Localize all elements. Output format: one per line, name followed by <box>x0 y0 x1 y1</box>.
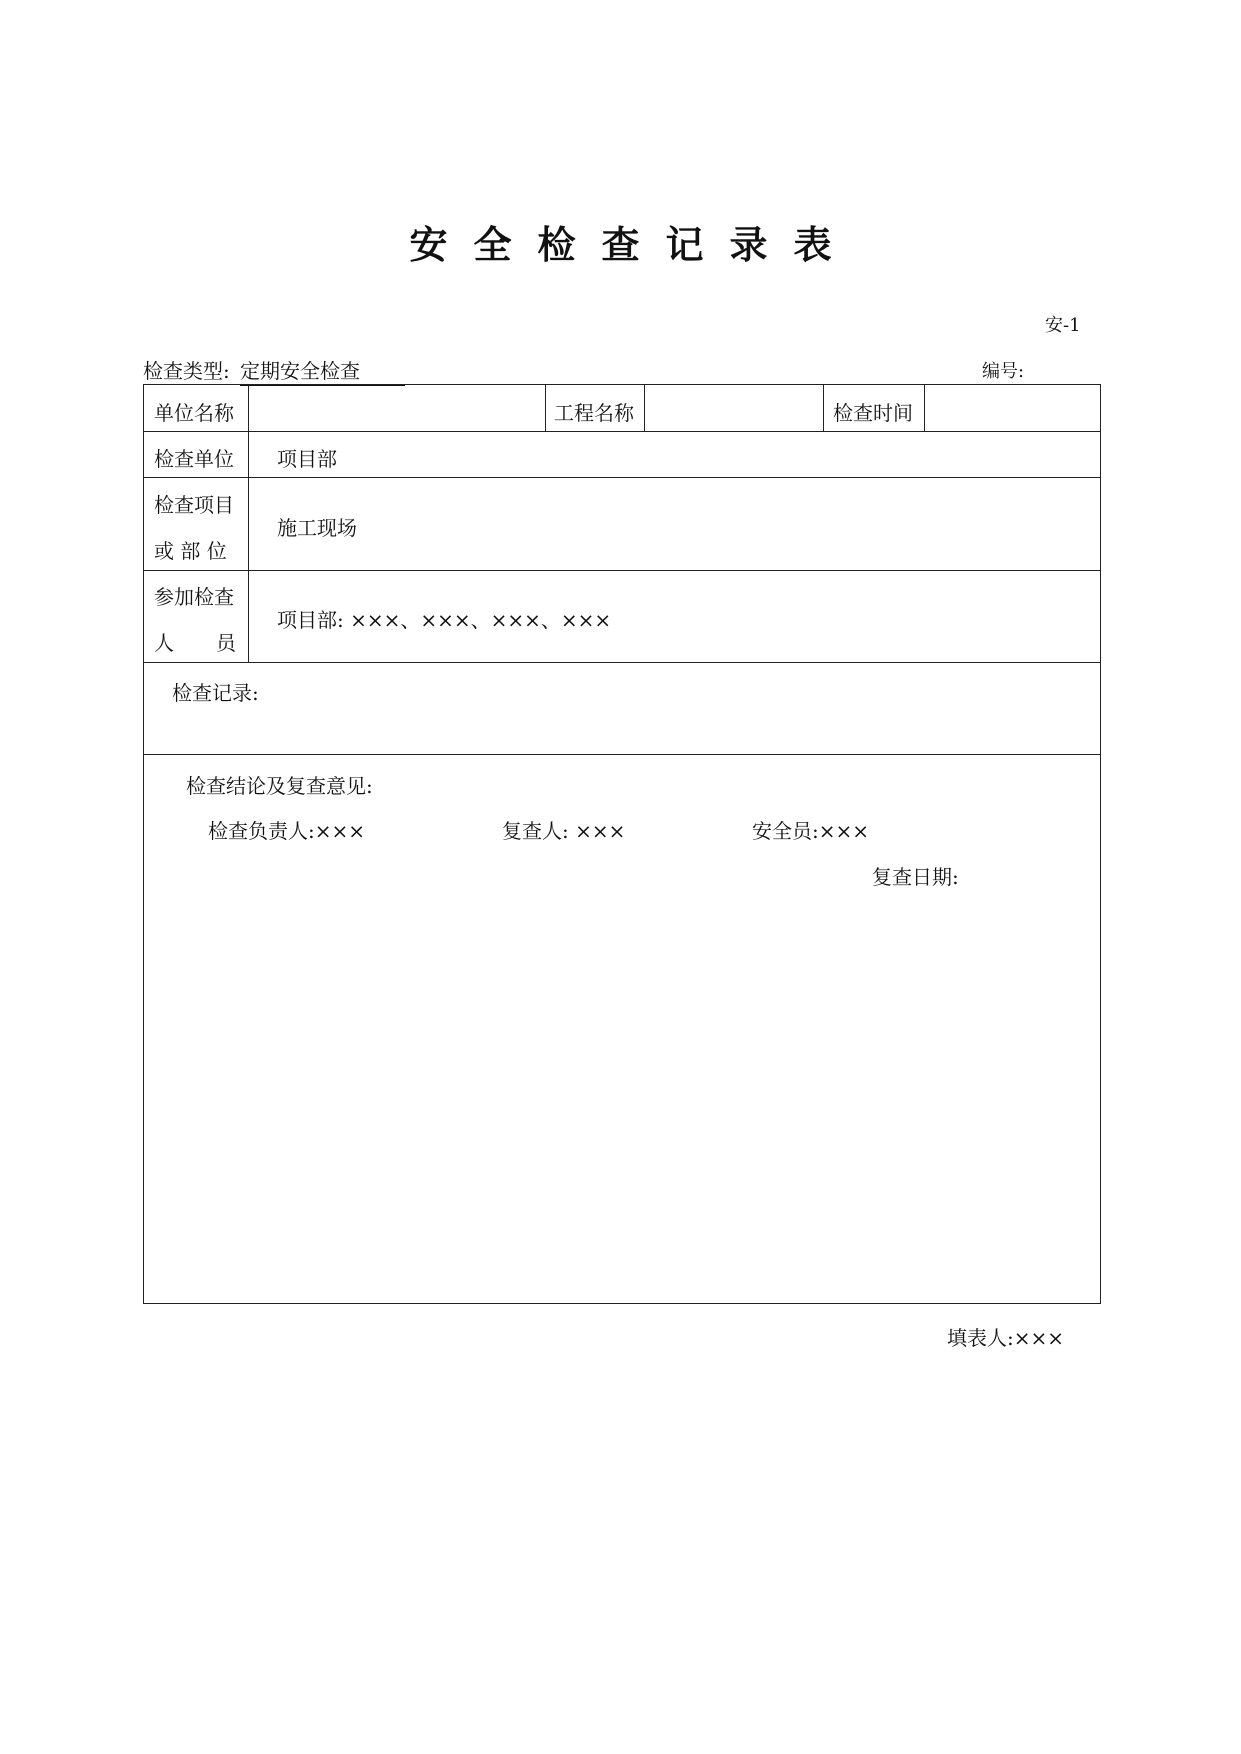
column-divider <box>644 385 645 431</box>
unit-name-label: 单位名称 <box>154 401 234 425</box>
safety-officer-label: 安全员:××× <box>752 819 870 843</box>
inspecting-unit-value[interactable]: 项目部 <box>277 447 337 471</box>
inspection-form-table <box>143 384 1101 1304</box>
inspection-item-label-line1: 检查项目 <box>154 493 234 517</box>
inspection-record-label: 检查记录: <box>172 681 259 705</box>
check-time-label: 检查时间 <box>833 401 913 425</box>
unit-name-field[interactable] <box>258 397 538 421</box>
column-divider <box>823 385 824 431</box>
participants-label-line2-left: 人 <box>154 631 174 655</box>
check-time-field[interactable] <box>934 397 1094 421</box>
check-type-value[interactable]: 定期安全检查 <box>240 355 405 386</box>
check-type-label: 检查类型: <box>143 359 230 383</box>
number-label: 编号: <box>982 361 1025 382</box>
project-name-label: 工程名称 <box>554 401 634 425</box>
participants-label-line2-right: 员 <box>216 631 236 655</box>
inspecting-unit-label: 检查单位 <box>154 447 234 471</box>
document-title: 安全检查记录表 <box>409 223 858 267</box>
row-divider <box>144 754 1100 755</box>
participants-value[interactable]: 项目部: ×××、×××、×××、××× <box>277 608 612 632</box>
form-filler-label: 填表人:××× <box>947 1326 1065 1350</box>
column-divider <box>545 385 546 431</box>
project-name-field[interactable] <box>654 397 814 421</box>
conclusion-label: 检查结论及复查意见: <box>186 774 373 798</box>
row-divider <box>144 431 1100 432</box>
row-divider <box>144 570 1100 571</box>
reviewer-label: 复查人: ××× <box>502 819 626 843</box>
row-divider <box>144 477 1100 478</box>
inspection-item-label-line2: 或 部 位 <box>154 539 227 563</box>
column-divider <box>248 385 249 662</box>
responsible-person-label: 检查负责人:××× <box>208 819 366 843</box>
form-code: 安-1 <box>1045 315 1081 336</box>
participants-label-line1: 参加检查 <box>154 585 234 609</box>
review-date-label: 复查日期: <box>872 865 959 889</box>
column-divider <box>924 385 925 431</box>
inspection-item-value[interactable]: 施工现场 <box>277 516 357 540</box>
row-divider <box>144 662 1100 663</box>
